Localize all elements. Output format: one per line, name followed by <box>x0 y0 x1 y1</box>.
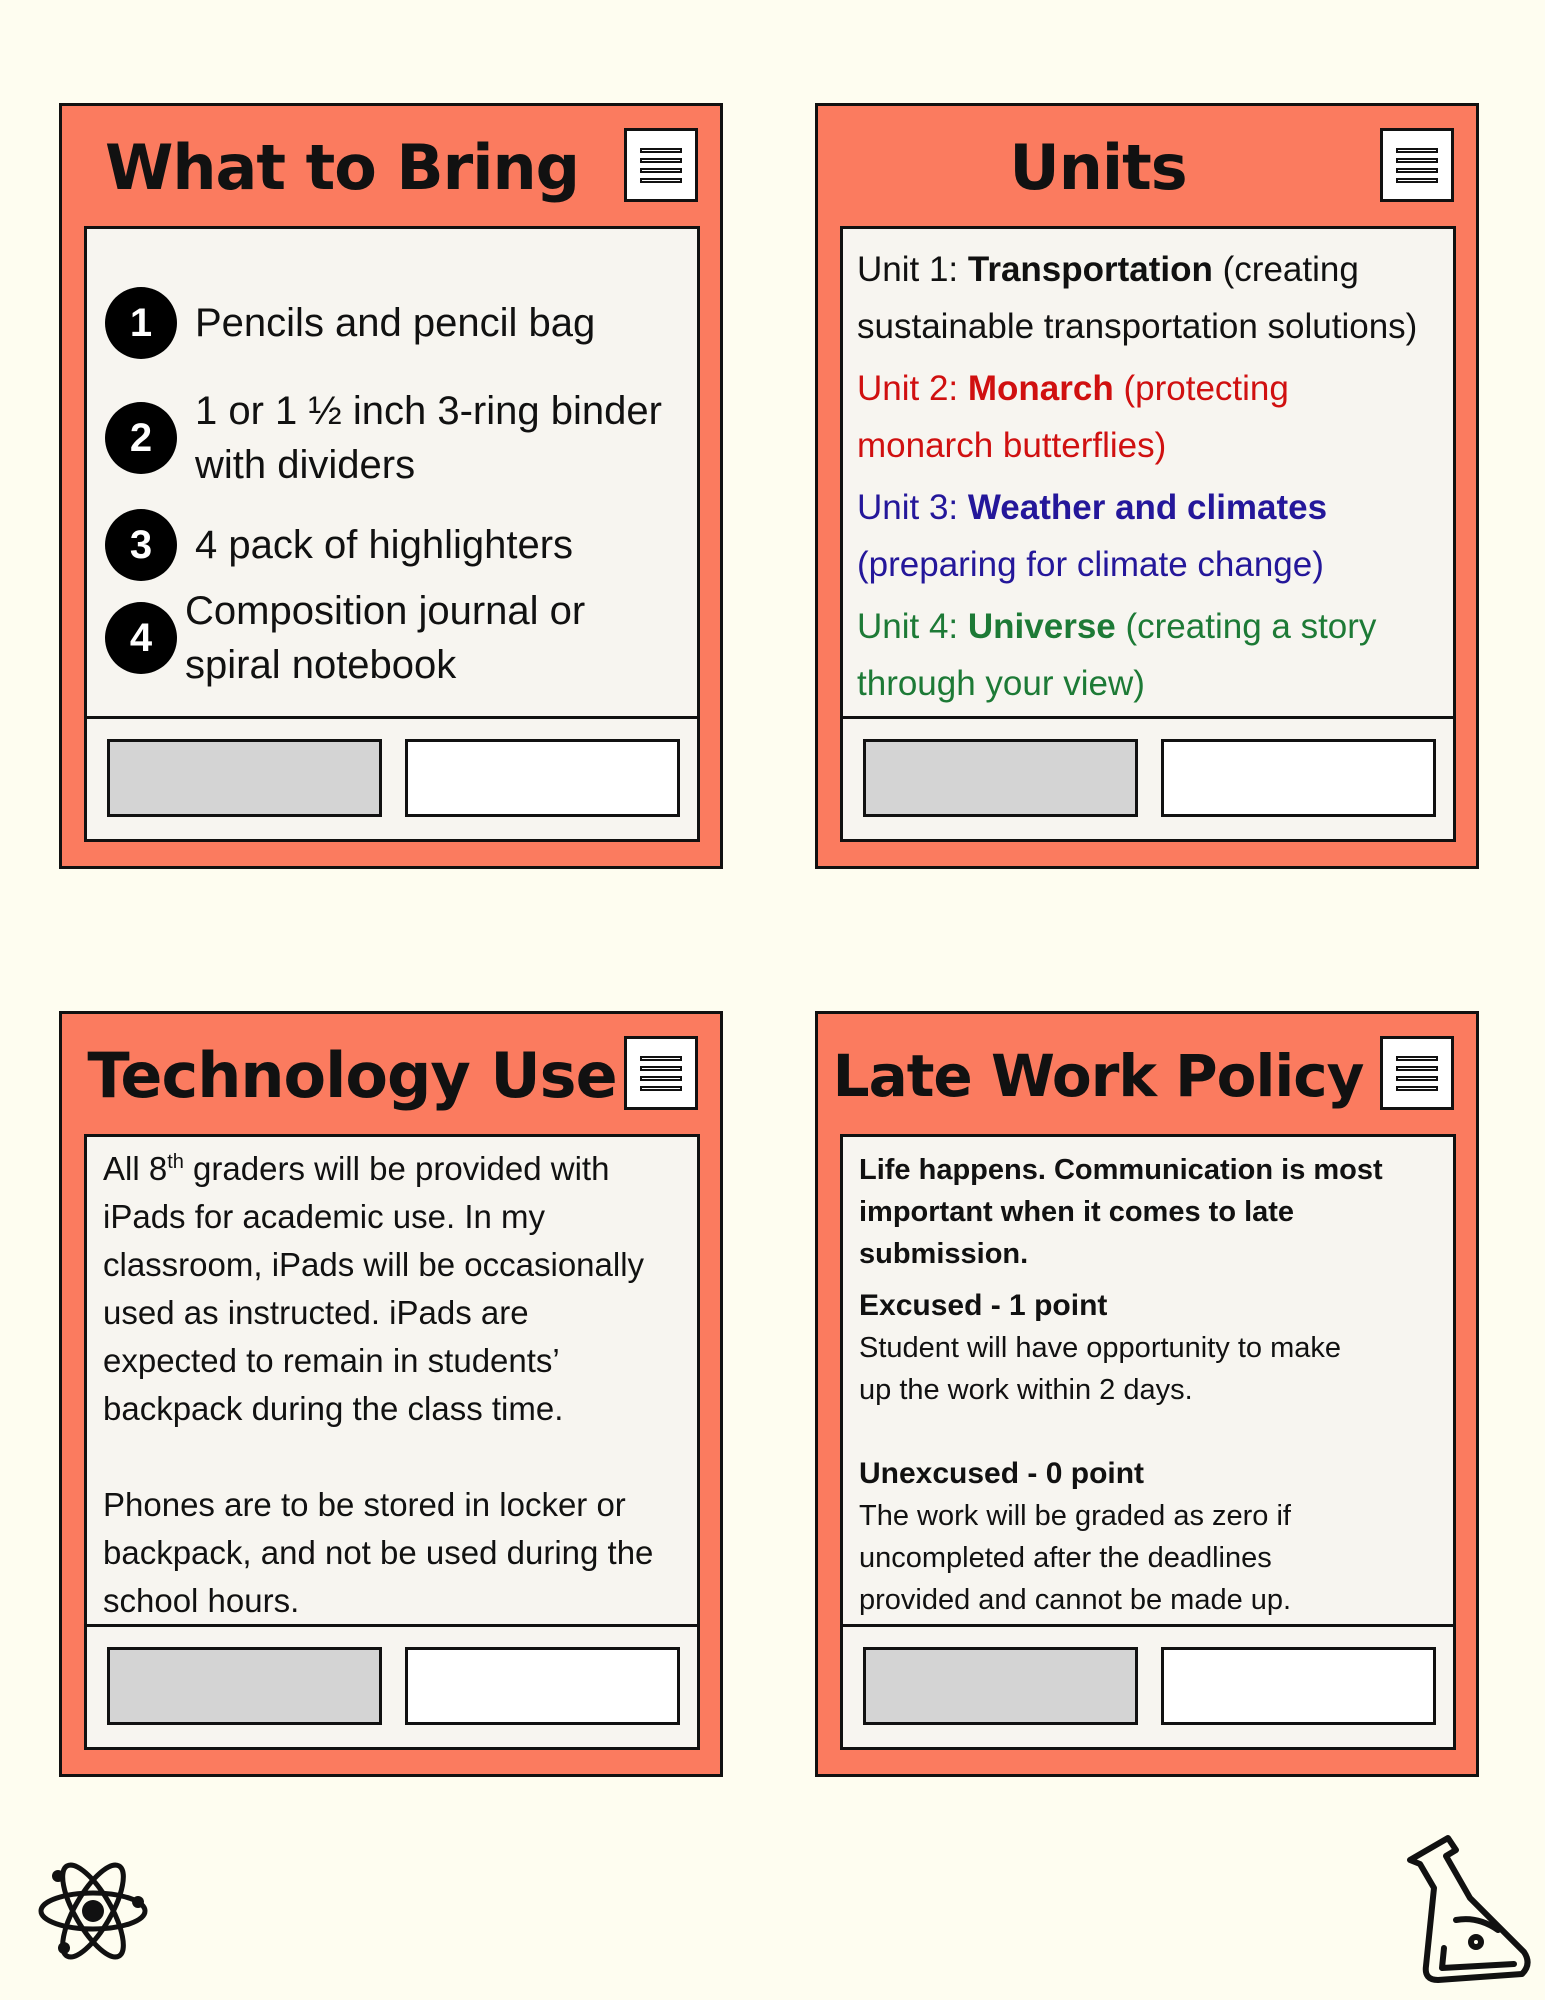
card-footer <box>84 1624 700 1750</box>
white-button[interactable] <box>1161 739 1436 817</box>
late-intro: Life happens. Communication is most important when it comes to late submission. <box>859 1154 1383 1270</box>
unit-item: Unit 3: Weather and climates (preparing for climate change) <box>857 488 1328 584</box>
unit-item: Unit 1: Transportation (creating sustainable transportation solutions) <box>857 250 1418 346</box>
menu-icon[interactable] <box>1380 1036 1454 1110</box>
gray-button[interactable] <box>863 1647 1138 1725</box>
list-item: 2 1 or 1 ½ inch 3-ring binder with dividers <box>105 384 662 492</box>
number-badge: 3 <box>105 509 177 581</box>
white-button[interactable] <box>405 1647 680 1725</box>
tech-paragraph-2: Phones are to be stored in locker or backpack, and not be used during the school hours. <box>103 1486 654 1619</box>
late-work-policy-text: Life happens. Communication is most important when it comes to late submission. Excused - 1 point Student will have opportunity to make up the work within 2 days. Unexcused - 0 point The work will be graded as zero if uncompleted after the deadlines provided and cannot be made up. <box>840 1134 1456 1627</box>
menu-icon[interactable] <box>624 1036 698 1110</box>
number-badge: 1 <box>105 287 177 359</box>
number-badge: 2 <box>105 402 177 474</box>
gray-button[interactable] <box>863 739 1138 817</box>
unit-item: Unit 4: Universe (creating a story through your view) <box>857 607 1377 703</box>
what-to-bring-title: What to Bring <box>104 131 579 204</box>
tech-paragraph-1: All 8th graders will be provided with iPads for academic use. In my classroom, iPads will be occasionally used as instructed. iPads are expected to remain in students’ backpack during the class time. <box>103 1150 645 1427</box>
technology-use-text <box>84 1134 700 1627</box>
technology-use-title: Technology Use <box>87 1039 617 1112</box>
units-title: Units <box>1009 131 1187 204</box>
menu-icon[interactable] <box>1380 128 1454 202</box>
unexcused-heading: Unexcused - 0 point <box>859 1457 1145 1490</box>
units-list <box>840 226 1456 719</box>
late-work-policy-title: Late Work Policy <box>832 1042 1364 1110</box>
what-to-bring-card <box>59 103 723 869</box>
card-footer <box>840 716 1456 842</box>
white-button[interactable] <box>1161 1647 1436 1725</box>
units-card <box>815 103 1479 869</box>
gray-button[interactable] <box>107 739 382 817</box>
number-badge: 4 <box>105 602 177 674</box>
what-to-bring-list <box>84 226 700 719</box>
flask-icon <box>1398 1830 1538 1990</box>
list-item: 4 Composition journal or spiral notebook <box>105 584 585 692</box>
excused-heading: Excused - 1 point <box>859 1289 1108 1322</box>
late-work-policy-card <box>815 1011 1479 1777</box>
list-item: 1 Pencils and pencil bag <box>105 287 595 359</box>
menu-icon[interactable] <box>624 128 698 202</box>
card-footer <box>84 716 700 842</box>
white-button[interactable] <box>405 739 680 817</box>
atom-icon <box>34 1852 152 1970</box>
technology-use-card <box>59 1011 723 1777</box>
unit-item: Unit 2: Monarch (protecting monarch butterflies) <box>857 369 1289 465</box>
list-item: 3 4 pack of highlighters <box>105 509 573 581</box>
card-footer <box>840 1624 1456 1750</box>
gray-button[interactable] <box>107 1647 382 1725</box>
